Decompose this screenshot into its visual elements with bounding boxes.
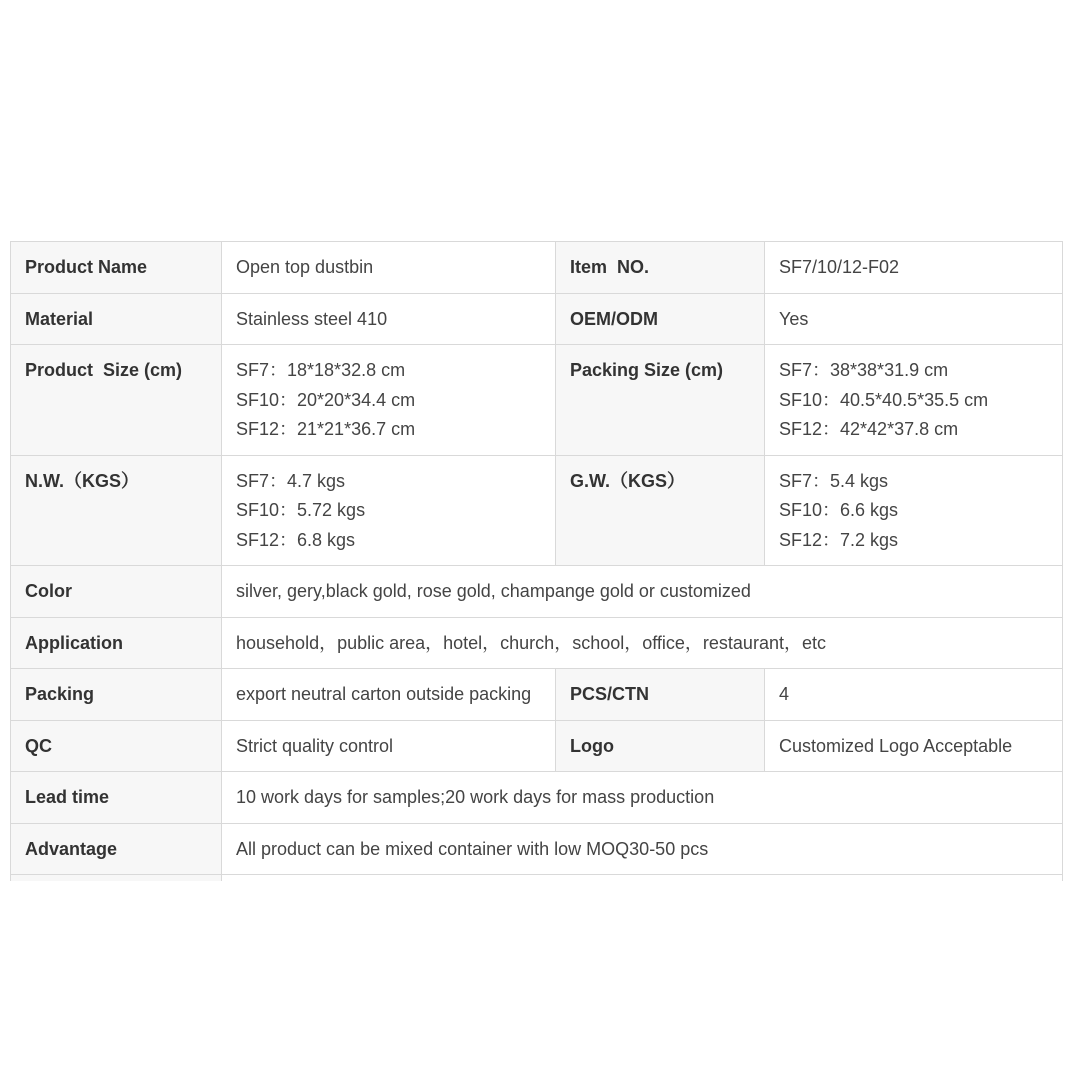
table-row-cutoff <box>11 875 1063 881</box>
table-row <box>11 823 1063 875</box>
lead-time-value: 10 work days for samples;20 work days for mass production <box>222 772 1063 824</box>
table-row <box>11 293 1063 345</box>
gw-line: SF10：6.6 kgs <box>779 500 899 520</box>
packing-size-line: SF7：38*38*31.9 cm <box>779 360 949 380</box>
table-row <box>11 455 1063 566</box>
packing-size-value <box>765 345 1063 456</box>
table-row <box>11 242 1063 294</box>
packing-size-line: SF12：42*42*37.8 cm <box>779 419 959 439</box>
cutoff-cell <box>222 875 1063 881</box>
product-size-line: SF7：18*18*32.8 cm <box>236 360 406 380</box>
application-label: Application <box>11 617 222 669</box>
product-size-label: Product Size (cm) <box>11 345 222 456</box>
material-label: Material <box>11 293 222 345</box>
table-row <box>11 345 1063 456</box>
packing-size-label: Packing Size (cm) <box>556 345 765 456</box>
pcs-ctn-value: 4 <box>765 669 1063 721</box>
nw-line: SF12：6.8 kgs <box>236 529 356 550</box>
item-no-value: SF7/10/12-F02 <box>765 242 1063 294</box>
material-value: Stainless steel 410 <box>222 293 556 345</box>
nw-value <box>222 455 556 566</box>
gw-label: G.W.（KGS） <box>556 455 765 566</box>
oem-odm-value: Yes <box>765 293 1063 345</box>
advantage-label: Advantage <box>11 823 222 875</box>
table-row <box>11 720 1063 772</box>
nw-line: SF10：5.72 kgs <box>236 500 366 520</box>
product-size-value <box>222 345 556 456</box>
nw-line: SF7：4.7 kgs <box>236 470 346 491</box>
advantage-value: All product can be mixed container with low MOQ30-50 pcs <box>222 823 1063 875</box>
product-name-value: Open top dustbin <box>222 242 556 294</box>
lead-time-label: Lead time <box>11 772 222 824</box>
application-value: household，public area，hotel，church，school，office，restaurant，etc <box>222 617 1063 669</box>
gw-line: SF7：5.4 kgs <box>779 470 889 491</box>
product-size-line: SF10：20*20*34.4 cm <box>236 389 416 410</box>
cutoff-cell <box>11 875 222 881</box>
gw-line: SF12：7.2 kgs <box>779 529 899 550</box>
packing-size-line: SF10：40.5*40.5*35.5 cm <box>779 389 989 410</box>
item-no-label: Item NO. <box>556 242 765 294</box>
pcs-ctn-label: PCS/CTN <box>556 669 765 721</box>
table-row <box>11 566 1063 618</box>
logo-label: Logo <box>556 720 765 772</box>
gw-value <box>765 455 1063 566</box>
nw-label: N.W.（KGS） <box>11 455 222 566</box>
product-spec-table <box>10 241 1063 881</box>
product-size-line: SF12：21*21*36.7 cm <box>236 419 416 439</box>
table-row <box>11 772 1063 824</box>
product-name-label: Product Name <box>11 242 222 294</box>
qc-value: Strict quality control <box>222 720 556 772</box>
oem-odm-label: OEM/ODM <box>556 293 765 345</box>
packing-label: Packing <box>11 669 222 721</box>
logo-value: Customized Logo Acceptable <box>765 720 1063 772</box>
color-label: Color <box>11 566 222 618</box>
qc-label: QC <box>11 720 222 772</box>
table-row <box>11 617 1063 669</box>
color-value: silver, gery,black gold, rose gold, champange gold or customized <box>222 566 1063 618</box>
table-row <box>11 669 1063 721</box>
packing-value: export neutral carton outside packing <box>222 669 556 721</box>
